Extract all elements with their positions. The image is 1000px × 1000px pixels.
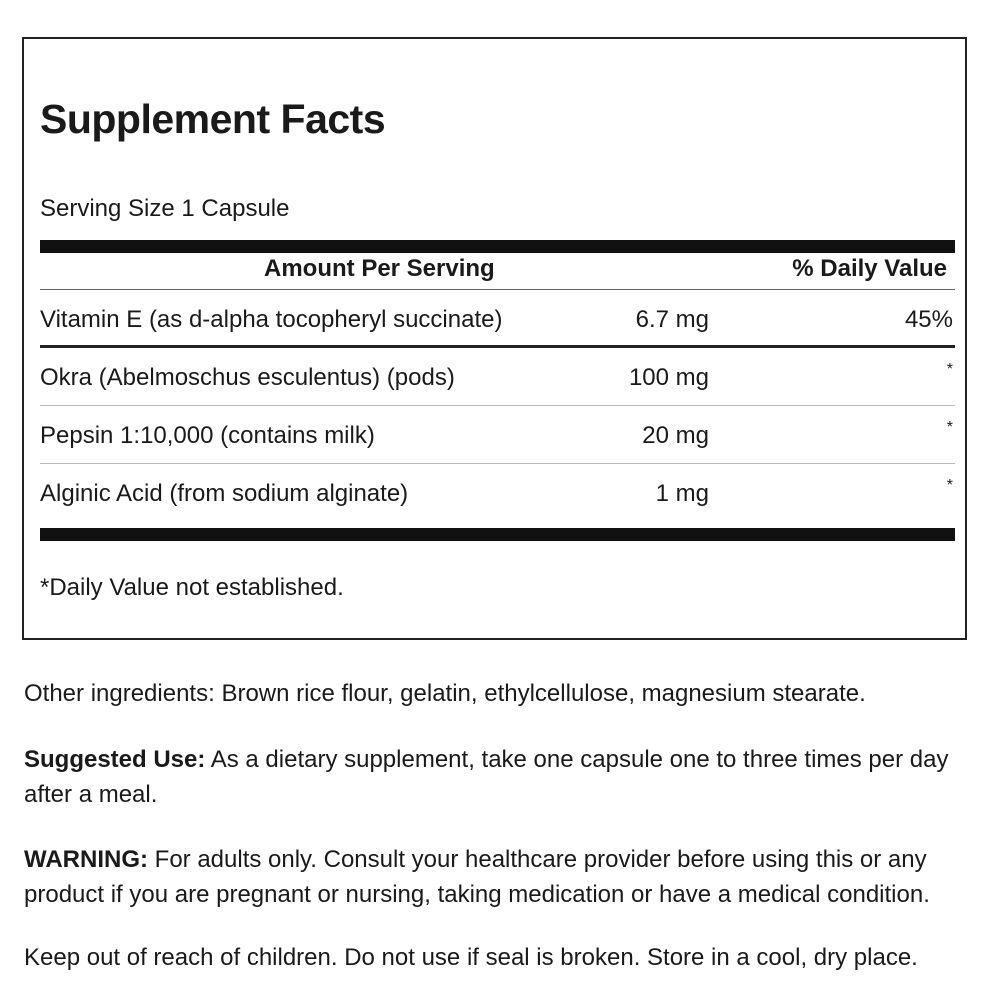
suggested-use-label: Suggested Use: (24, 746, 206, 773)
storage-instructions: Keep out of reach of children. Do not use if seal is broken. Store in a cool, dry place. (24, 944, 918, 971)
table-row (40, 290, 955, 348)
suggested-use (24, 742, 964, 812)
other-ingredients: Other ingredients: Brown rice flour, gelatin, ethylcellulose, magnesium stearate. (24, 680, 866, 707)
daily-value-footnote: *Daily Value not established. (40, 574, 344, 601)
warning (24, 842, 964, 912)
warning-label: WARNING: (24, 846, 148, 873)
ingredient-name: Alginic Acid (from sodium alginate) (40, 480, 409, 507)
facts-table (40, 290, 955, 522)
table-header (40, 257, 955, 287)
ingredient-name: Okra (Abelmoschus esculentus) (pods) (40, 364, 455, 391)
bottom-thick-divider (40, 528, 955, 541)
ingredient-daily-value: * (946, 419, 953, 436)
ingredient-daily-value: * (946, 477, 953, 494)
ingredient-daily-value: 45% (904, 306, 953, 333)
ingredient-amount: 6.7 mg (635, 306, 709, 333)
table-row (40, 406, 955, 464)
serving-size: Serving Size 1 Capsule (40, 195, 290, 222)
ingredient-amount: 100 mg (628, 364, 709, 391)
ingredient-amount: 1 mg (655, 480, 709, 507)
table-row (40, 348, 955, 406)
supplement-facts-panel (22, 37, 967, 640)
header-daily-value: % Daily Value (792, 255, 947, 282)
header-amount-per-serving: Amount Per Serving (264, 255, 495, 282)
ingredient-daily-value: * (946, 361, 953, 378)
facts-title: Supplement Facts (40, 96, 386, 142)
ingredient-name: Pepsin 1:10,000 (contains milk) (40, 422, 375, 449)
top-thick-divider (40, 240, 955, 253)
ingredient-name: Vitamin E (as d-alpha tocopheryl succinate) (40, 306, 503, 333)
suggested-use-text: As a dietary supplement, take one capsule one to three times per day after a meal. (24, 746, 949, 808)
warning-text: For adults only. Consult your healthcare provider before using this or any product if you are pregnant or nursing, taking medication or have a medical condition. (24, 846, 930, 908)
table-row (40, 464, 955, 522)
ingredient-amount: 20 mg (642, 422, 709, 449)
